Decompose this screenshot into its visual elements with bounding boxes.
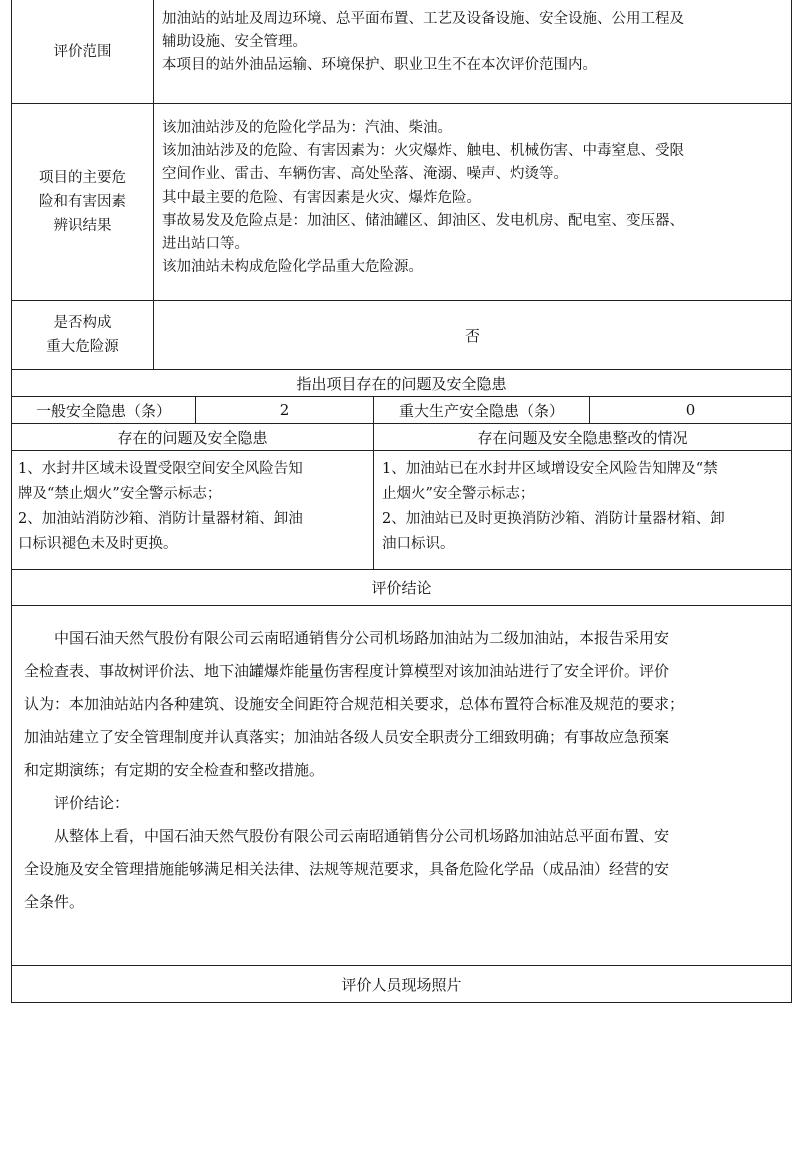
major-hazard-label-line: 重大危险源 xyxy=(46,339,119,355)
issues-columns-row xyxy=(11,424,792,451)
conclusion-subtitle: 评价结论： xyxy=(54,794,130,812)
issue-line: 牌及“禁止烟火”安全警示标志； xyxy=(18,486,222,502)
major-count-label-text: 重大生产安全隐患（条） xyxy=(398,401,564,420)
hazards-line: 事故易发及危险点是：加油区、储油罐区、卸油区、发电机房、配电室、变压器、 xyxy=(162,212,684,229)
conclusion-body xyxy=(11,606,792,966)
general-count-value xyxy=(196,397,374,423)
scope-line: 辅助设施、安全管理。 xyxy=(162,34,307,51)
issues-col-left-header xyxy=(12,424,374,450)
general-count-label xyxy=(12,397,196,423)
issues-header-text: 指出项目存在的问题及安全隐患 xyxy=(296,374,507,393)
conclusion-line: 加油站建立了安全管理制度并认真落实；加油站各级人员安全职责分工细致明确；有事故应急预案 xyxy=(24,728,670,746)
hazards-label-line: 险和有害因素 xyxy=(39,194,126,210)
fix-line: 止烟火”安全警示标志； xyxy=(382,486,535,502)
conclusion-line: 和定期演练；有定期的安全检查和整改措施。 xyxy=(24,761,325,779)
scope-label-cell xyxy=(12,0,154,103)
conclusion-line: 全检查表、事故树评价法、地下油罐爆炸能量伤害程度计算模型对该加油站进行了安全评价。评价 xyxy=(24,662,670,680)
issues-right-content xyxy=(374,451,791,569)
hazards-label-line: 辨识结果 xyxy=(53,218,112,234)
conclusion-line: 中国石油天然气股份有限公司云南昭通销售分公司机场路加油站为二级加油站，本报告采用安 xyxy=(54,629,670,647)
hazards-line: 该加油站涉及的危险、有害因素为：火灾爆炸、触电、机械伤害、中毒窒息、受限 xyxy=(162,143,684,160)
issues-col-right-text: 存在问题及安全隐患整改的情况 xyxy=(477,428,688,447)
issue-line: 1、水封井区域未设置受限空间安全风险告知 xyxy=(18,461,303,477)
issues-content-row xyxy=(11,451,792,570)
issues-header xyxy=(11,370,792,397)
conclusion-line: 全条件。 xyxy=(24,893,85,911)
conclusion-line: 全设施及安全管理措施能够满足相关法律、法规等规范要求，具备危险化学品（成品油）经营的安 xyxy=(24,860,670,878)
major-hazard-label-line: 是否构成 xyxy=(53,315,112,331)
conclusion-header xyxy=(11,570,792,606)
issue-line: 口标识褪色未及时更换。 xyxy=(18,536,178,552)
scope-line: 加油站的站址及周边环境、总平面布置、工艺及设备设施、安全设施、公用工程及 xyxy=(162,11,684,27)
major-hazard-row xyxy=(11,301,792,370)
fix-line: 1、加油站已在水封井区域增设安全风险告知牌及“禁 xyxy=(382,461,718,477)
major-hazard-value-text: 否 xyxy=(464,326,480,345)
general-count-value-text: 2 xyxy=(279,401,290,419)
scope-row xyxy=(11,0,792,104)
major-count-value-text: 0 xyxy=(685,401,696,419)
photos-header-text: 评价人员现场照片 xyxy=(341,975,462,994)
hazards-label-line: 项目的主要危 xyxy=(39,170,126,186)
evaluation-table xyxy=(11,0,792,1003)
major-hazard-value xyxy=(154,301,791,369)
conclusion-line: 从整体上看，中国石油天然气股份有限公司云南昭通销售分公司机场路加油站总平面布置、安 xyxy=(54,827,670,845)
hazards-line: 该加油站涉及的危险化学品为：汽油、柴油。 xyxy=(162,120,452,136)
issues-left-content xyxy=(12,451,374,569)
photos-header xyxy=(11,966,792,1003)
hazards-line: 进出站口等。 xyxy=(162,236,249,253)
hazards-line: 该加油站未构成危险化学品重大危险源。 xyxy=(162,259,423,276)
conclusion-header-text: 评价结论 xyxy=(371,579,432,597)
hazards-line: 其中最主要的危险、有害因素是火灾、爆炸危险。 xyxy=(162,189,481,206)
scope-content xyxy=(154,0,791,103)
issues-col-left-text: 存在的问题及安全隐患 xyxy=(117,428,268,447)
issues-col-right-header xyxy=(374,424,791,450)
scope-line: 本项目的站外油品运输、环境保护、职业卫生不在本次评价范围内。 xyxy=(162,57,597,74)
hazards-row xyxy=(11,104,792,301)
hazards-content xyxy=(154,104,791,300)
scope-label: 评价范围 xyxy=(53,43,112,60)
conclusion-text xyxy=(12,606,791,965)
major-hazard-label-cell xyxy=(12,301,154,369)
fix-line: 油口标识。 xyxy=(382,536,455,552)
fix-line: 2、加油站已及时更换消防沙箱、消防计量器材箱、卸 xyxy=(382,511,725,527)
hazards-label-cell xyxy=(12,104,154,300)
hazards-line: 空间作业、雷击、车辆伤害、高处坠落、淹溺、噪声、灼烫等。 xyxy=(162,166,568,183)
general-count-label-text: 一般安全隐患（条） xyxy=(35,401,171,420)
major-count-value xyxy=(590,397,791,423)
issue-line: 2、加油站消防沙箱、消防计量器材箱、卸油 xyxy=(18,511,303,527)
counts-row xyxy=(11,397,792,424)
conclusion-line: 认为：本加油站站内各种建筑、设施安全间距符合规范相关要求，总体布置符合标准及规范的要求； xyxy=(24,695,685,713)
major-count-label xyxy=(374,397,590,423)
